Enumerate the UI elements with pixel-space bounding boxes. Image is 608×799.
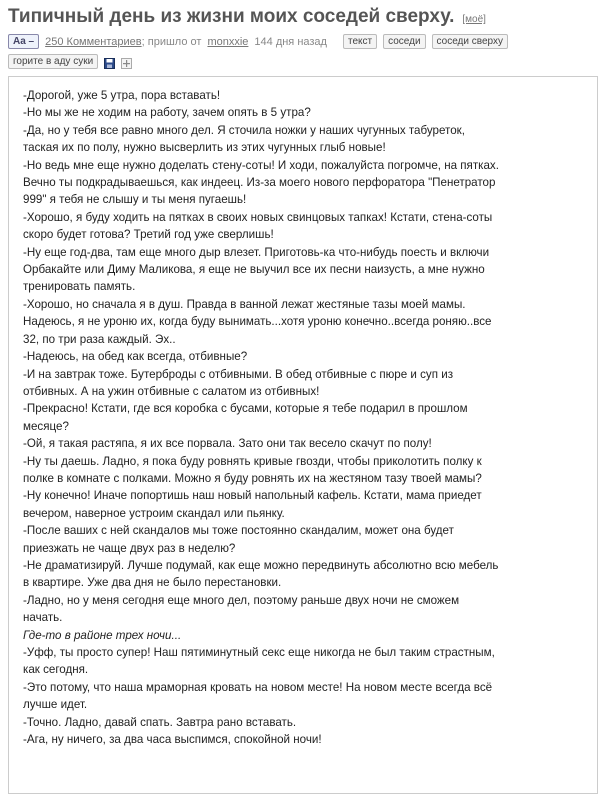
comments-link[interactable]: 250 Комментариев: [45, 35, 142, 48]
story-line: -Ой, я такая растяпа, я их все порвала. Зато они так весело скачут по полу!: [23, 437, 432, 451]
story-line: 999" я тебя не слышу и ты меня пугаешь!: [23, 193, 247, 207]
tools-row: [8, 54, 600, 69]
story-line: Орбакайте или Диму Маликова, я еще не выучил все их песни наизусть, а мне нужно: [23, 263, 485, 277]
story-content: [8, 76, 598, 794]
tag-neighbors[interactable]: соседи: [383, 34, 425, 49]
story-line: -Ну конечно! Иначе попортишь наш новый напольный кафель. Кстати, мама приедет: [23, 489, 482, 503]
story-line: -И на завтрак тоже. Бутерброды с отбивными. В обед отбивные с пюре и суп из: [23, 367, 454, 381]
font-size-toggle[interactable]: Aa –: [8, 34, 39, 49]
post-header: [0, 0, 608, 69]
story-line: лучше идет.: [23, 698, 88, 712]
story-line: вечером, наверное устроим скандал или пьянку.: [23, 506, 285, 520]
story-line: -Хорошо, но сначала я в душ. Правда в ванной лежат жестяные тазы моей мамы.: [23, 297, 466, 311]
story-line: -Но ведь мне еще нужно доделать стену-соты! И ходи, пожалуйста погромче, на пятках.: [23, 158, 499, 172]
story-line: скоро будет готова? Третий год уже сверлишь!: [23, 228, 274, 242]
story-line: приезжать не чаще двух раз в неделю?: [23, 541, 236, 555]
floppy-disk-icon[interactable]: [104, 56, 115, 67]
posted-prefix: ; пришло от: [141, 35, 202, 48]
story-line: -Это потому, что наша мраморная кровать на новом месте! На новом месте всегда всё: [23, 680, 493, 694]
tag-burn-in-hell[interactable]: горите в аду суки: [8, 54, 98, 69]
post-age: 144 дня назад: [254, 35, 327, 48]
story-line: -Ну еще год-два, там еще много дыр влезет. Приготовь-ка что-нибудь поесть и включи: [23, 245, 490, 259]
story-line: месяце?: [23, 419, 69, 433]
story-line: -Ну ты даешь. Ладно, я пока буду ровнять кривые гвозди, чтобы приколотить полку к: [23, 454, 482, 468]
story-line: -Хорошо, я буду ходить на пятках в своих новых свинцовых тапках! Кстати, стена-соты: [23, 210, 493, 224]
story-line: -Прекрасно! Кстати, где вся коробка с бусами, которые я тебе подарил в прошлом: [23, 402, 468, 416]
story-line: -Да, но у тебя все равно много дел. Я сточила ножки у наших чугунных табуреток,: [23, 123, 465, 137]
story-line: полке в комнате с полками. Можно я буду ровнять их на жестяном тазу твоей мамы?: [23, 471, 482, 485]
author-link[interactable]: monxxie: [207, 35, 249, 48]
meta-row: [8, 34, 600, 49]
title-row: [8, 6, 600, 28]
story-line: как сегодня.: [23, 663, 89, 677]
story-line: таская их по полу, нужно высверлить из этих чугунных глыб новые!: [23, 141, 386, 155]
story-line: -Дорогой, уже 5 утра, пора вставать!: [23, 89, 221, 102]
story-line: -Не драматизируй. Лучше подумай, как еще можно передвинуть абсолютно всю мебель: [23, 558, 499, 572]
story-line: -Надеюсь, на обед как всегда, отбивные?: [23, 350, 248, 364]
story-line: начать.: [23, 611, 63, 625]
story-line: отбивных. А на ужин отбивные с салатом из отбивных!: [23, 384, 320, 398]
story-line: -Ага, ну ничего, за два часа выспимся, спокойной ночи!: [23, 733, 322, 747]
story-line: -Точно. Ладно, давай спать. Завтра рано вставать.: [23, 715, 297, 729]
story-line: Вечно ты подкрадываешься, как индеец. Из-за моего нового перфоратора "Пенетратор: [23, 176, 496, 190]
post-title: Типичный день из жизни моих соседей сверху.: [8, 6, 455, 27]
story-line: Надеюсь, я не уроню их, когда буду вынимать...хотя уроню конечно..всегда роняю..все: [23, 315, 492, 329]
story-line: в квартире. Уже два дня не было перестановки.: [23, 576, 282, 590]
story-line: -После ваших с ней скандалов мы тоже постоянно скандалим, может она будет: [23, 524, 454, 538]
tag-upstairs-neighbors[interactable]: соседи сверху: [432, 34, 508, 49]
mine-link[interactable]: [моё]: [462, 14, 486, 25]
tag-text[interactable]: текст: [343, 34, 377, 49]
story-line: -Ладно, но у меня сегодня еще много дел, поэтому раньше двух ночи не сможем: [23, 593, 460, 607]
story-line: 32, по три раза каждый. Эх..: [23, 332, 176, 346]
story-narration: Где-то в районе трех ночи...: [23, 628, 182, 642]
story-line: тренировать память.: [23, 280, 136, 294]
story-line: -Но мы же не ходим на работу, зачем опять в 5 утра?: [23, 106, 311, 120]
plus-icon[interactable]: [121, 56, 132, 67]
story-line: -Уфф, ты просто супер! Наш пятиминутный секс еще никогда не был таким страстным,: [23, 646, 495, 659]
